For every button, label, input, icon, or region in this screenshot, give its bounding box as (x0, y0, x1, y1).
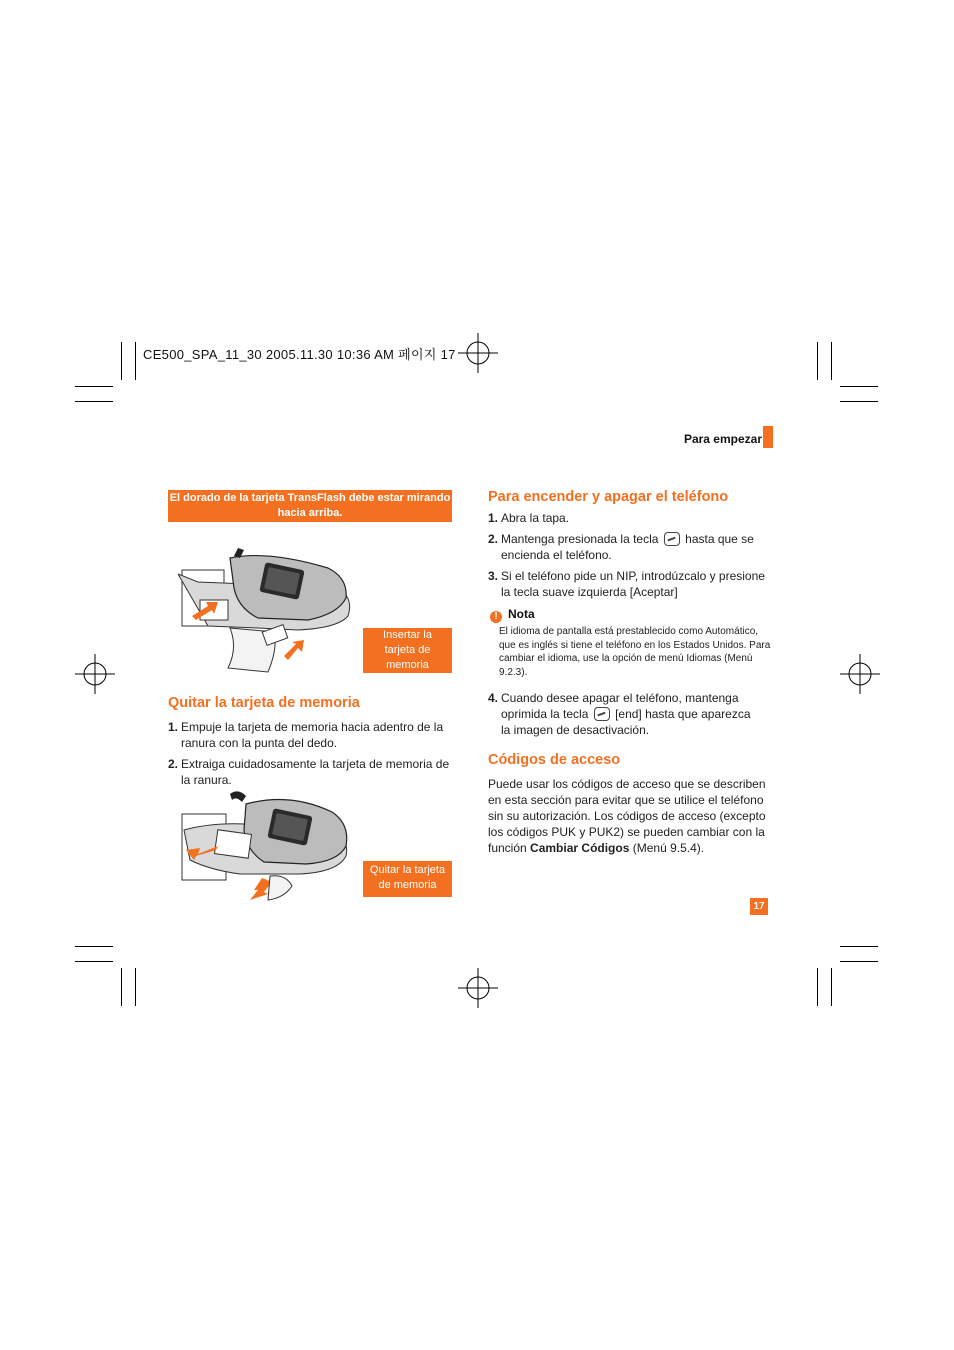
crop-mark (75, 386, 113, 387)
step-item (168, 756, 458, 788)
step-number: 1. (488, 511, 499, 525)
caption-line: Insertar la (383, 629, 432, 641)
warning-line: El dorado de la tarjeta TransFlash debe estar mirando (169, 492, 451, 504)
remove-card-illustration (180, 790, 354, 902)
step-item (168, 719, 458, 751)
codes-text: (Menú 9.5.4). (632, 841, 705, 855)
codes-heading: Códigos de acceso (488, 752, 621, 768)
insert-card-illustration (178, 548, 354, 674)
step-item (488, 531, 772, 563)
crop-mark (75, 946, 113, 947)
insert-card-caption (363, 628, 452, 673)
caption-line: memoria (386, 659, 429, 671)
step-text: hasta que se encienda el teléfono. (501, 532, 754, 562)
warning-line: hacia arriba. (277, 507, 343, 519)
crop-mark (840, 961, 878, 962)
note-heading (490, 607, 535, 623)
step-text: [end] hasta que aparezca la imagen de desactivación. (501, 707, 751, 737)
crop-mark (817, 342, 818, 380)
step-text: Mantenga presionada la tecla (501, 532, 659, 546)
power-steps (488, 510, 772, 605)
remove-card-heading: Quitar la tarjeta de memoria (168, 695, 360, 711)
end-key-icon (664, 532, 680, 546)
power-heading: Para encender y apagar el teléfono (488, 489, 729, 505)
step-text: Extraiga cuidadosamente la tarjeta de memoria de la ranura. (181, 757, 450, 787)
crop-mark (75, 961, 113, 962)
remove-card-steps (168, 719, 458, 793)
codes-menu-name: Cambiar Códigos (530, 841, 630, 855)
crop-mark (840, 386, 878, 387)
step-text: Abra la tapa. (501, 511, 570, 525)
crop-mark (135, 342, 136, 380)
crop-mark (831, 968, 832, 1006)
crop-mark (135, 968, 136, 1006)
step-number: 2. (168, 757, 179, 771)
print-slug: CE500_SPA_11_30 2005.11.30 10:36 AM 페이지 17 (143, 347, 456, 362)
registration-mark-icon (458, 968, 498, 1008)
step-number: 2. (488, 532, 499, 546)
registration-mark-icon (840, 654, 880, 694)
step-number: 4. (488, 691, 499, 705)
step-text: Cuando desee apagar el teléfono, mantenga oprimida la tecla (501, 691, 739, 721)
crop-mark (75, 401, 113, 402)
crop-mark (831, 342, 832, 380)
end-key-icon (594, 707, 610, 721)
step-item (488, 510, 772, 526)
note-title: Nota (508, 607, 535, 621)
power-steps-continued (488, 690, 760, 743)
crop-mark (121, 968, 122, 1006)
caption-line: de memoria (378, 879, 437, 891)
registration-mark-icon (458, 333, 498, 373)
crop-mark (121, 342, 122, 380)
note-alert-icon: ! (490, 611, 502, 623)
page-number: 17 (750, 898, 768, 915)
step-text: Empuje la tarjeta de memoria hacia adentro de la ranura con la punta del dedo. (181, 720, 444, 750)
crop-mark (817, 968, 818, 1006)
crop-mark (840, 401, 878, 402)
caption-line: tarjeta de (384, 644, 431, 656)
step-text: Si el teléfono pide un NIP, introdúzcalo y presione la tecla suave izquierda [Aceptar] (501, 569, 765, 599)
step-number: 1. (168, 720, 179, 734)
section-tag-bar (763, 426, 773, 448)
note-text: El idioma de pantalla está prestablecido como Automático, que es inglés si tiene el teléfono en los Estados Unidos. Para cambiar el idioma, use la opción de menú Idiomas (Menú 9.2.3). (499, 626, 771, 678)
crop-mark (840, 946, 878, 947)
registration-mark-icon (75, 654, 115, 694)
step-number: 3. (488, 569, 499, 583)
remove-card-caption (363, 861, 452, 897)
warning-banner (168, 490, 452, 522)
caption-line: Quitar la tarjeta (369, 864, 446, 876)
codes-paragraph (488, 776, 768, 856)
step-item (488, 568, 772, 600)
step-item (488, 690, 760, 738)
codes-text: Puede usar los códigos de acceso que se describen en esta sección para evitar que se utilice el teléfono sin su autorización. Los códigos de acceso (excepto los códigos PUK y PUK2) se pueden cambiar con la función (488, 777, 766, 855)
section-tag: Para empezar (683, 432, 762, 446)
